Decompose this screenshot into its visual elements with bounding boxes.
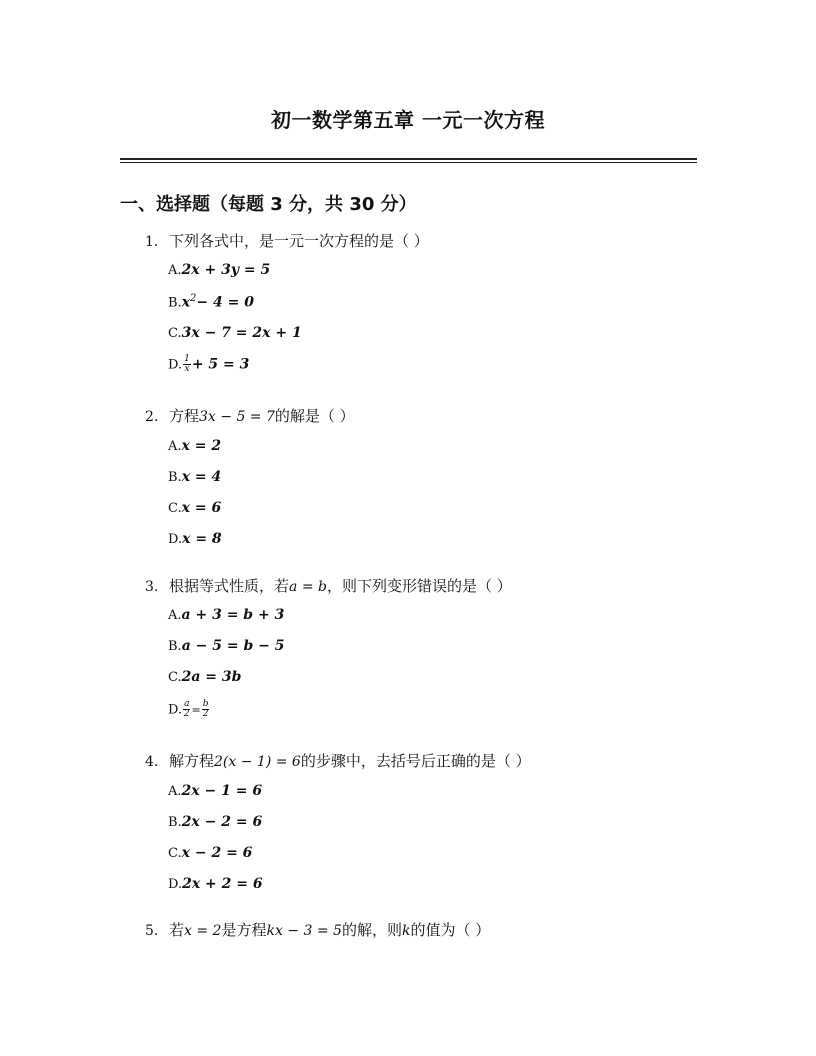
option-4d <box>168 876 263 892</box>
option-1a <box>168 262 270 278</box>
question-stem-pre: 根据等式性质，若 <box>169 577 290 595</box>
option-expression: 2x + 2 = 6 <box>182 876 263 892</box>
fraction-numerator: b <box>202 699 209 709</box>
title-divider <box>120 158 697 163</box>
option-letter: D. <box>168 532 183 547</box>
option-letter: C. <box>168 670 182 685</box>
question-5 <box>145 919 490 940</box>
question-stem-pre: 方程 <box>169 407 200 425</box>
question-math: x = 2 <box>184 923 222 939</box>
option-4c <box>168 845 252 861</box>
option-expression: a + 3 = b + 3 <box>181 607 285 623</box>
question-math-3: k <box>401 923 411 939</box>
question-number: 2. <box>145 409 159 425</box>
page-title: 初一数学第五章 一元一次方程 <box>271 108 545 132</box>
option-expression: x = 6 <box>181 500 222 516</box>
option-letter: C. <box>168 326 182 341</box>
option-fraction-left <box>183 700 190 719</box>
question-stem-post: 的值为（ ） <box>410 921 491 939</box>
option-expression-rest: + 5 = 3 <box>191 356 250 373</box>
question-number: 5. <box>145 923 159 939</box>
option-letter: B. <box>168 815 182 830</box>
question-math: 3x − 5 = 7 <box>199 409 275 425</box>
option-letter: C. <box>168 846 182 861</box>
option-expression: 2x + 3y = 5 <box>181 262 271 278</box>
question-2 <box>145 405 355 426</box>
option-letter: B. <box>168 639 182 654</box>
option-letter: A. <box>168 784 182 799</box>
question-stem: 下列各式中，是一元一次方程的是（ ） <box>169 232 429 250</box>
option-4a <box>168 783 262 799</box>
option-1c <box>168 325 302 341</box>
option-letter: A. <box>168 263 182 278</box>
question-number: 4. <box>145 754 159 770</box>
option-expression: x = 4 <box>181 469 222 485</box>
question-stem-pre: 解方程 <box>169 752 215 770</box>
question-4 <box>145 750 531 771</box>
option-expression: x = 2 <box>181 438 222 454</box>
option-expression: a − 5 = b − 5 <box>181 638 285 654</box>
option-letter: D. <box>168 357 183 373</box>
option-expression: 2x − 1 = 6 <box>181 783 263 799</box>
question-3 <box>145 575 512 596</box>
question-number: 3. <box>145 579 159 595</box>
option-exponent: 2 <box>190 293 197 304</box>
fraction-denominator: 2 <box>183 709 190 719</box>
fraction-denominator: 2 <box>202 709 209 719</box>
option-expression-base: x <box>181 294 191 311</box>
option-3d <box>168 700 210 719</box>
option-letter: A. <box>168 439 182 454</box>
option-1d <box>168 355 249 374</box>
option-expression: x − 2 = 6 <box>181 845 253 861</box>
question-stem-mid: 是方程 <box>221 921 267 939</box>
option-letter: B. <box>168 295 182 311</box>
question-stem-pre: 若 <box>169 921 185 939</box>
option-1b <box>168 293 254 311</box>
section-heading: 一、选择题（每题 3 分，共 30 分） <box>120 194 417 215</box>
fraction-numerator: 1 <box>184 354 190 364</box>
option-letter: A. <box>168 608 182 623</box>
option-letter: D. <box>168 702 183 718</box>
fraction-numerator: a <box>184 699 190 709</box>
option-expression: x = 8 <box>182 531 222 547</box>
option-expression: 2a = 3b <box>181 669 242 685</box>
question-math: 2(x − 1) = 6 <box>214 754 301 770</box>
option-expression: 2x − 2 = 6 <box>181 814 263 830</box>
question-stem-mid-2: 的解，则 <box>341 921 402 939</box>
question-math: a = b <box>289 579 327 595</box>
option-equals: = <box>191 703 201 717</box>
fraction-denominator: x <box>184 364 190 374</box>
option-3a <box>168 607 284 623</box>
question-stem-post: 的解是（ ） <box>274 407 355 425</box>
option-2c <box>168 500 221 516</box>
question-1 <box>145 230 429 251</box>
option-3b <box>168 638 284 654</box>
option-4b <box>168 814 262 830</box>
option-2a <box>168 438 221 454</box>
option-fraction-right <box>202 700 210 719</box>
option-2d <box>168 531 222 547</box>
option-expression: 3x − 7 = 2x + 1 <box>181 325 302 341</box>
option-letter: D. <box>168 877 183 892</box>
option-letter: B. <box>168 470 182 485</box>
question-stem-post: ，则下列变形错误的是（ ） <box>326 577 512 595</box>
option-2b <box>168 469 221 485</box>
option-expression-rest: − 4 = 0 <box>196 294 254 311</box>
question-stem-post: 的步骤中，去括号后正确的是（ ） <box>300 752 531 770</box>
option-3c <box>168 669 241 685</box>
question-number: 1. <box>145 234 159 250</box>
question-math-2: kx − 3 = 5 <box>266 923 342 939</box>
option-letter: C. <box>168 501 182 516</box>
option-fraction <box>183 355 191 374</box>
